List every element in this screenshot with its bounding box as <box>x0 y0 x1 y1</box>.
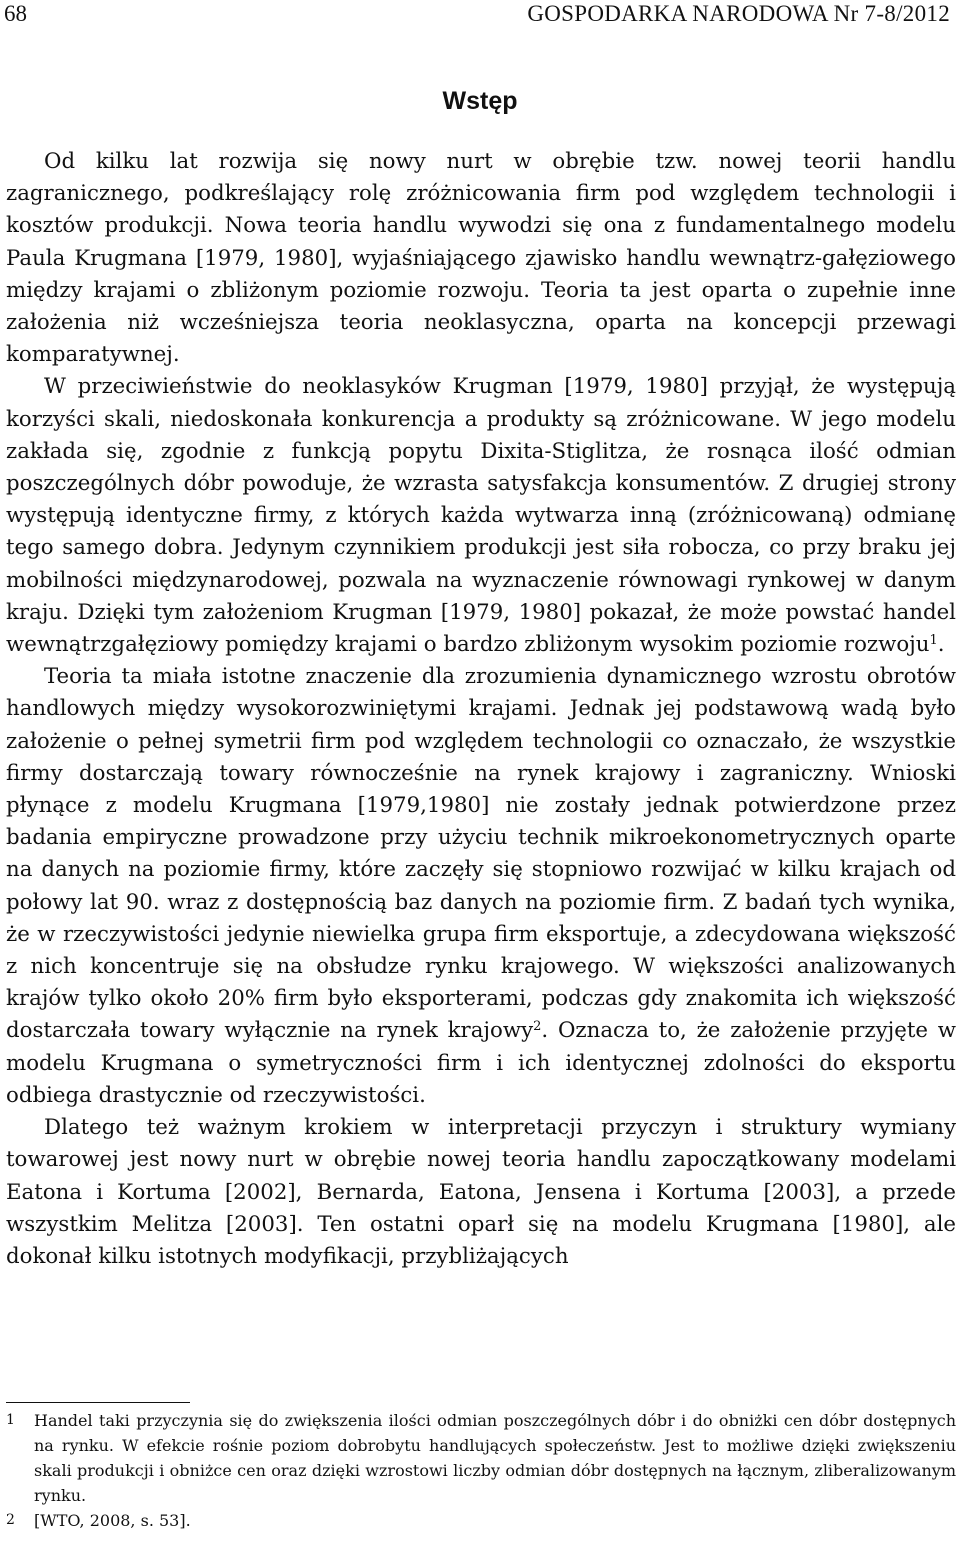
footnote-text: Handel taki przyczynia się do zwiększenia ilości odmian poszczególnych dóbr i do obniżki cen dóbr dostępnych na rynku. W efekcie rośnie poziom dobrobytu handlujących społeczeństw. Jest to możliwe dzięki zwiększeniu skali produkcji i obniżce cen oraz dzięki wzrostowi liczby odmian dóbr dostępnych na łącznym, zliberalizowanym rynku. <box>34 1411 956 1505</box>
section-heading: Wstęp <box>442 87 518 115</box>
paragraph-text: Od kilku lat rozwija się nowy nurt w obrębie tzw. nowej teorii handlu zagranicznego, podkreślający rolę zróżnicowania firm pod względem technologii i kosztów produkcji. Nowa teoria handlu wywodzi się ona z fundamentalnego modelu Paula Krugmana [1979, 1980], wyjaśniającego zjawisko handlu wewnątrz-gałęziowego między krajami o zbliżonym poziomie rozwoju. Teoria ta jest oparta o zupełnie inne założenia niż wcześniejsza teoria neoklasyczna, oparta na koncepcji przewagi komparatywnej. <box>6 149 956 368</box>
paragraph <box>6 371 956 661</box>
footnote-text: [WTO, 2008, s. 53]. <box>34 1511 191 1530</box>
running-header <box>4 0 956 32</box>
footnote-separator <box>6 1402 190 1403</box>
paragraph-text: . <box>937 632 945 658</box>
footnote-reference: 2 <box>533 1019 542 1035</box>
footnote-reference: 1 <box>929 633 938 649</box>
journal-title: GOSPODARKA NARODOWA Nr 7-8/2012 <box>527 1 950 26</box>
paragraph <box>6 1112 956 1273</box>
page-number: 68 <box>4 1 27 26</box>
paragraph-text: . Oznacza to, że założenie przyjęte w modelu Krugmana o symetryczności firm i ich identycznej zdolności do eksportu odbiega drastycznie od rzeczywistości. <box>6 1018 957 1108</box>
footnote <box>6 1508 956 1533</box>
footnote-number: 2 <box>6 1512 15 1528</box>
paragraph-text: W przeciwieństwie do neoklasyków Krugman [1979, 1980] przyjął, że występują korzyści skali, niedoskonała konkurencja a produkty są zróżnicowane. W jego modelu zakłada się, zgodnie z funkcją popytu Dixita-Stiglitza, że rosnąca ilość odmian poszczególnych dóbr powoduje, że wzrasta satysfakcja konsumentów. Z drugiej strony występują identyczne firmy, z których każda wytwarza inną (zróżnicowaną) odmianę tego samego dobra. Jedynym czynnikiem produkcji jest siła robocza, co przy braku jej mobilności międzynarodowej, pozwala na wyznaczenie równowagi rynkowej w danym kraju. Dzięki tym założeniom Krugman [1979, 1980] pokazał, że może powstać handel wewnątrzgałęziowy pomiędzy krajami o bardzo zbliżonym wysokim poziomie rozwoju <box>6 374 956 658</box>
paragraph <box>6 146 956 371</box>
paragraph-text: Dlatego też ważnym krokiem w interpretacji przyczyn i struktury wymiany towarowej jest nowy nurt w obrębie nowej teoria handlu zapoczątkowany modelami Eatona i Kortuma [2002], Bernarda, Eatona, Jensena i Kortuma [2003], a przede wszystkim Melitza [2003]. Ten ostatni oparł się na modelu Krugmana [1980], ale dokonał kilku istotnych modyfikacji, przybliżających <box>6 1115 956 1269</box>
paragraph-text: Teoria ta miała istotne znaczenie dla zrozumienia dynamicznego wzrostu obrotów handlowych między wysokorozwiniętymi krajami. Jednak jej podstawową wadą było założenie o pełnej symetrii firm pod względem technologii co oznaczało, że wszystkie firmy dostarczają towary równocześnie na rynek krajowy i zagraniczny. Wnioski płynące z modelu Krugmana [1979,1980] nie zostały jednak potwierdzone przez badania empiryczne prowadzone przy użyciu technik mikroekonometrycznych oparte na danych na poziomie firmy, które zaczęły się stopniowo rozwijać w kilku krajach od połowy lat 90. wraz z dostępnością baz danych na poziomie firm. Z badań tych wynika, że w rzeczywistości jedynie niewielka grupa firm eksportuje, a zdecydowana większość z nich koncentruje się na obsłudze rynku krajowego. W większości analizowanych krajów tylko około 20% firm było eksporterami, podczas gdy znakomita ich większość dostarczała towary wyłącznie na rynek krajowy <box>6 664 956 1044</box>
footnote-number: 1 <box>6 1412 15 1428</box>
footnote <box>6 1408 956 1508</box>
body-text <box>6 146 956 1273</box>
paragraph <box>6 661 956 1112</box>
footnotes <box>6 1408 956 1533</box>
